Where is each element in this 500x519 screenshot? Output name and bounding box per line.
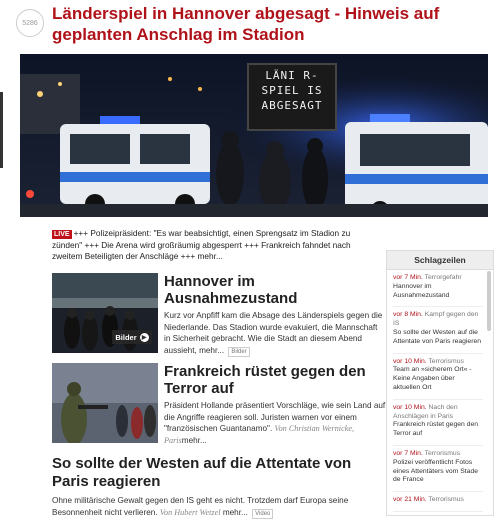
headline-text[interactable]: Team an »sicherem Ort« - Keine Angaben über aktuellen Ort: [393, 366, 472, 391]
article-text: [164, 400, 386, 446]
article-hannover[interactable]: [52, 273, 382, 357]
headline-category: Terrorismus: [428, 357, 464, 365]
gallery-label: Bilder: [115, 332, 137, 342]
feature-author: Von Hubert Wetzel: [159, 507, 221, 517]
headline-text[interactable]: Frankreich rüstet gegen den Terror auf: [393, 421, 479, 438]
headline-item[interactable]: [393, 270, 483, 307]
feature-summary: Ohne militärische Gewalt gegen den IS geht es nicht. Trotzdem darf Europa seine Besonnenheit nicht verlieren.: [52, 496, 349, 517]
header: [0, 0, 500, 52]
headline-time: vor 7 Min.: [393, 449, 423, 457]
feature-title[interactable]: So sollte der Westen auf die Attentate von Paris reagieren: [52, 455, 352, 490]
arrow-right-icon: ▶: [140, 333, 149, 342]
comment-count-badge[interactable]: 5286: [16, 9, 44, 37]
video-tag[interactable]: Video: [252, 509, 273, 519]
sign-line: SPIEL IS: [261, 84, 323, 97]
article-frankreich[interactable]: [52, 363, 386, 447]
sign-line: LÄNI R-: [265, 69, 319, 82]
headline-time: vor 10 Min.: [393, 357, 427, 365]
headline-category: Terrorgefahr: [424, 274, 462, 281]
headline-item[interactable]: [393, 446, 483, 492]
ticker-text[interactable]: +++ Polizeipräsident: "Es war beabsichtigt, einen Sprengsatz im Stadion zu zünden" +++ Die Arena wird großräumig abgesperrt +++ Frankreich fahndet nach zweitem Beteiligten der Anschläge +++ mehr...: [52, 228, 351, 261]
more-link[interactable]: mehr...: [222, 507, 248, 517]
side-marker: [0, 92, 3, 168]
headline-item[interactable]: [393, 307, 483, 353]
headline-text[interactable]: So sollte der Westen auf die Attentate von Paris reagieren: [393, 328, 482, 345]
sidebar-title: Schlagzeilen: [387, 251, 493, 270]
gallery-button[interactable]: [112, 330, 152, 344]
article-summary: Präsident Hollande präsentiert Vorschläge, wie sein Land auf die Angriffe reagieren soll. Juristen warnen vor einem "französischen Guantanamo".: [164, 401, 386, 433]
headline-text[interactable]: Polizei veröffentlicht Fotos eines Attentäters vom Stade de France: [393, 458, 479, 484]
live-ticker[interactable]: [52, 228, 372, 263]
headline-item[interactable]: [393, 354, 483, 400]
soldier-photo: [52, 363, 158, 443]
hero-image[interactable]: [20, 54, 488, 217]
more-link[interactable]: mehr...: [199, 345, 225, 355]
headline-category: Nach den Anschlägen in Paris: [393, 403, 458, 420]
headline-category: Terrorismus: [428, 496, 464, 504]
gallery-tag[interactable]: Bilder: [228, 347, 249, 357]
sign-line: ABGESAGT: [261, 99, 323, 112]
headline-time: vor 21 Min.: [393, 496, 427, 504]
article-text: [164, 310, 386, 357]
feature-text: [52, 495, 382, 519]
headline-item[interactable]: [393, 400, 483, 446]
headline-list: [387, 270, 493, 512]
article-title[interactable]: Hannover im Ausnahmezustand: [164, 273, 298, 307]
live-badge: LIVE: [54, 231, 70, 238]
more-link[interactable]: mehr...: [181, 435, 207, 445]
hero-sign: [248, 68, 336, 113]
headline-time: vor 7 Min.: [393, 274, 423, 281]
article-thumbnail[interactable]: [52, 273, 158, 353]
sidebar-scrollbar[interactable]: [487, 271, 491, 331]
article-summary: Kurz vor Anpfiff kam die Absage des Länderspiels gegen die Niederlande. Das Stadion wurde evakuiert, die Mannschaft in Sicherheit gebracht. Wie die Stadt an diesem Abend aussieht,: [164, 311, 383, 355]
headline-category: Terrorismus: [424, 449, 461, 457]
headlines-sidebar: [386, 250, 494, 516]
headline-text[interactable]: Hannover im Ausnahmezustand: [393, 282, 450, 299]
headline-time: vor 10 Min.: [393, 403, 427, 411]
article-author: Von Christian Wernicke, Paris: [164, 424, 355, 445]
headline-category: Kampf gegen den IS: [393, 311, 479, 328]
article-title[interactable]: Frankreich rüstet gegen den Terror auf: [164, 363, 366, 397]
main-headline[interactable]: Länderspiel in Hannover abgesagt - Hinweis auf geplanten Anschlag im Stadion: [52, 4, 440, 44]
headline-item[interactable]: [393, 492, 483, 512]
article-thumbnail[interactable]: [52, 363, 158, 443]
headline-time: vor 8 Min.: [393, 311, 423, 319]
